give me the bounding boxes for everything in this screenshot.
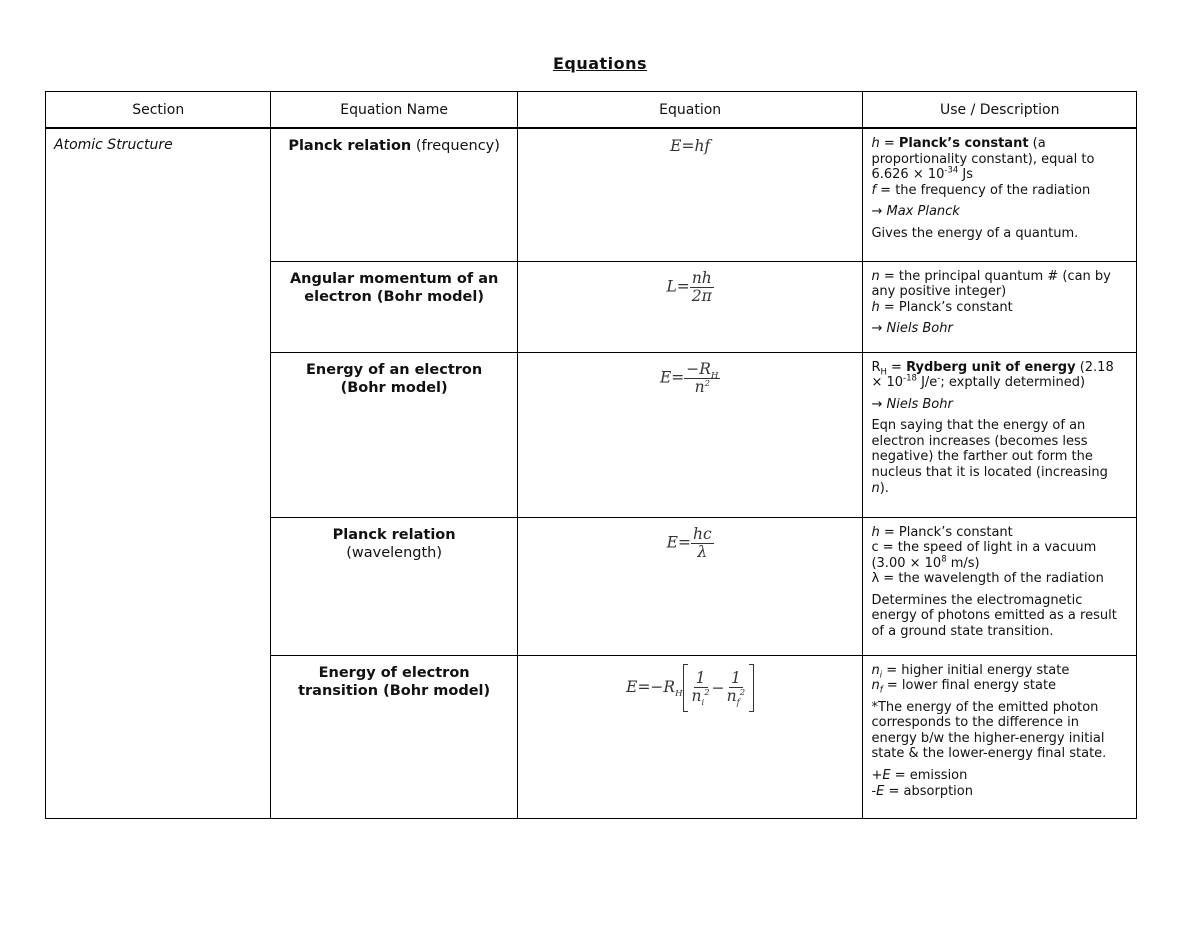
credit: → Niels Bohr — [871, 321, 953, 337]
denominator — [690, 687, 712, 709]
header-section: Section — [46, 92, 271, 129]
eq-lhs: E — [659, 368, 672, 386]
eq-op: =− — [637, 677, 664, 696]
text: = the frequency of the radiation — [876, 182, 1091, 198]
use-note: Determines the electromagnetic energy of photons emitted as a result of a ground state transition. — [871, 592, 1117, 640]
eq-fraction — [691, 526, 714, 561]
header-row — [46, 92, 1137, 129]
use-cell — [863, 128, 1137, 261]
denominator: 2π — [691, 286, 712, 305]
numerator: 1 — [730, 669, 741, 687]
exponent: 8 — [941, 554, 947, 565]
header-equation-name: Equation Name — [271, 92, 517, 129]
exponent: 2 — [739, 687, 746, 698]
use-note: Gives the energy of a quantum. — [871, 225, 1079, 241]
right-bracket — [749, 664, 754, 712]
subscript: f — [736, 698, 740, 709]
equation-name-qualifier: (wavelength) — [346, 544, 443, 561]
subscript: f — [879, 685, 883, 696]
eq-lhs: E — [626, 677, 638, 696]
text: c = the speed of light in a vacuum (3.00 × 10 — [871, 540, 1097, 571]
exponent: - — [937, 373, 941, 384]
bracket-group — [683, 664, 755, 712]
symbol-e: E — [882, 768, 891, 784]
symbol-n: n — [871, 480, 880, 496]
text: = — [879, 136, 899, 151]
eq-fraction — [684, 361, 720, 396]
text: (2.18 × 10 — [871, 359, 1114, 391]
equation-cell — [517, 261, 863, 352]
use-note: *The energy of the emitted photon corresponds to the difference in energy b/w the higher-energy initial state & the lower-energy final state. — [871, 699, 1107, 762]
eq-op: = — [676, 277, 690, 295]
text: = Planck’s constant — [879, 299, 1013, 315]
symbol-nf: n — [871, 678, 880, 694]
equation-cell — [517, 517, 863, 655]
eq-lhs: E — [666, 533, 678, 551]
eq-op: = — [681, 137, 695, 155]
text: Js — [958, 167, 974, 183]
exponent: 2 — [704, 687, 710, 698]
eq-op: = — [677, 533, 691, 551]
header-use-description: Use / Description — [863, 92, 1137, 129]
text: ; exptally determined) — [940, 375, 1086, 391]
eq-lhs: L — [666, 277, 677, 295]
text: + — [871, 768, 883, 784]
eq-fraction — [690, 270, 714, 305]
numerator-text: −R — [686, 359, 711, 378]
equations-table — [45, 91, 1137, 819]
equation-cell — [517, 128, 863, 261]
subscript: H — [675, 688, 683, 699]
use-cell — [863, 517, 1137, 655]
eq-op: − — [711, 678, 725, 697]
text: = higher initial energy state — [882, 662, 1070, 678]
denominator: λ — [697, 542, 708, 561]
subscript: H — [710, 370, 719, 381]
subscript: i — [701, 698, 705, 709]
eq-rhs: hf — [694, 137, 711, 155]
equation-name-cell — [271, 655, 517, 818]
eq-r: R — [663, 677, 676, 696]
equation-name-qualifier: (frequency) — [411, 138, 500, 154]
use-definitions — [871, 136, 1128, 198]
symbol-f: f — [871, 182, 877, 198]
text: = Planck’s constant — [879, 524, 1013, 540]
numerator: nh — [691, 268, 712, 287]
equation-name: Energy of electron transition (Bohr model) — [298, 664, 491, 699]
denominator-text: n — [694, 377, 705, 396]
use-cell — [863, 352, 1137, 517]
subscript: i — [879, 670, 883, 681]
denominator — [693, 379, 712, 396]
numerator: 1 — [695, 669, 706, 687]
eq-fraction — [690, 669, 712, 709]
text: = the principal quantum # (can by any positive integer) — [871, 268, 1111, 300]
symbol-n: n — [871, 268, 880, 284]
text: Eqn saying that the energy of an electron increases (becomes less negative) the farther out form the nucleus that it is located (increasing — [871, 418, 1108, 481]
equation-name-cell — [271, 261, 517, 352]
text: = absorption — [884, 783, 973, 799]
denominator-text: n — [691, 687, 702, 705]
text: λ = the wavelength of the radiation — [871, 571, 1104, 587]
equation-cell — [517, 655, 863, 818]
equation-name: Energy of an electron (Bohr model) — [306, 361, 483, 396]
symbol-h: h — [871, 299, 880, 315]
section-cell: Atomic Structure — [46, 128, 271, 818]
text: = — [886, 359, 907, 375]
numerator: hc — [692, 524, 712, 543]
symbol-h: h — [871, 524, 880, 540]
symbol-h: h — [871, 136, 880, 151]
term-rydberg: Rydberg unit of energy — [906, 359, 1076, 375]
eq-fraction — [725, 669, 748, 709]
use-note — [871, 418, 1128, 496]
eq-lhs: E — [670, 137, 682, 155]
numerator — [684, 361, 720, 379]
symbol-ni: n — [871, 662, 880, 678]
use-cell — [863, 261, 1137, 352]
use-definitions — [871, 663, 1128, 694]
eq-op: = — [671, 368, 685, 386]
term-planck-constant: Planck’s constant — [898, 136, 1029, 151]
credit: → Max Planck — [871, 204, 960, 220]
equation-name: Planck relation — [288, 138, 412, 154]
equation-cell — [517, 352, 863, 517]
text: = emission — [890, 768, 968, 784]
denominator — [725, 687, 748, 709]
sign-convention — [871, 768, 1128, 799]
text: (a proportionality constant), equal to 6.626 × 10 — [871, 136, 1095, 183]
use-definitions — [871, 360, 1128, 391]
table-row — [46, 128, 1137, 261]
text: = lower final energy state — [882, 678, 1057, 694]
text: J/e — [916, 375, 938, 391]
text: ). — [879, 480, 889, 496]
page-title: Equations — [552, 54, 648, 73]
credit: → Niels Bohr — [871, 396, 953, 412]
exponent: -34 — [944, 165, 959, 176]
equation-name: Planck relation — [332, 526, 456, 543]
denominator-text: n — [726, 687, 737, 705]
text: - — [871, 783, 877, 799]
symbol-r: R — [871, 359, 881, 375]
use-cell — [863, 655, 1137, 818]
exponent: 2 — [704, 378, 711, 389]
equation-name: Angular momentum of an electron (Bohr model) — [289, 270, 499, 305]
header-equation: Equation — [517, 92, 863, 129]
symbol-e: E — [876, 783, 885, 799]
equation-name-cell — [271, 517, 517, 655]
equation-name-cell — [271, 352, 517, 517]
subscript: H — [880, 367, 887, 378]
left-bracket — [683, 664, 688, 712]
text: m/s) — [946, 555, 980, 571]
exponent: -18 — [903, 373, 917, 384]
use-definitions — [871, 525, 1128, 587]
use-definitions — [871, 269, 1128, 316]
equation-name-cell — [271, 128, 517, 261]
